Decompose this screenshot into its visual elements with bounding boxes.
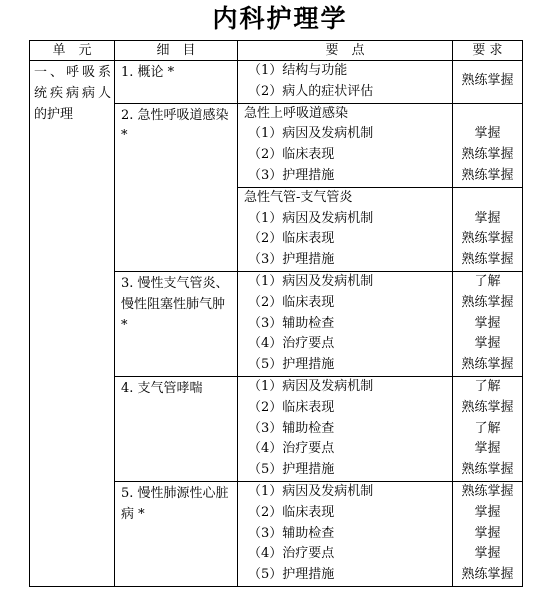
- points-cell: [238, 481, 453, 586]
- requirement-item: 熟练掌握: [461, 252, 514, 268]
- point-item: （4）治疗要点: [248, 441, 335, 457]
- table-row: [30, 61, 523, 104]
- requirement-item: 熟练掌握: [461, 147, 514, 163]
- topic-cell: 5. 慢性肺源性心脏病 *: [115, 481, 238, 586]
- point-item: （1）病因及发病机制: [248, 378, 374, 394]
- page-title: 内科护理学: [212, 4, 348, 33]
- requirement-cell: [453, 61, 523, 104]
- points-cell: [238, 271, 453, 376]
- requirement-item: 熟练掌握: [461, 73, 514, 89]
- point-item: （1）病因及发病机制: [248, 483, 374, 499]
- section-subtitle: 急性气管-支气管炎: [244, 189, 353, 205]
- requirement-cell: [453, 376, 523, 481]
- requirement-item: 掌握: [474, 441, 501, 457]
- requirement-item: 熟练掌握: [461, 294, 514, 310]
- point-item: （3）辅助检查: [248, 420, 335, 436]
- requirement-cell: [453, 271, 523, 376]
- unit-cell: 一、呼吸系统疾病病人的护理: [30, 61, 115, 587]
- section-subtitle: 急性上呼吸道感染: [244, 105, 349, 121]
- requirement-item: 掌握: [474, 546, 501, 562]
- requirement-spacer: [453, 104, 522, 125]
- requirement-cell: [453, 481, 523, 586]
- point-item: （5）护理措施: [248, 357, 335, 373]
- point-item: （2）临床表现: [248, 399, 335, 415]
- point-item: （1）结构与功能: [248, 63, 348, 78]
- header-detail: 细 目: [115, 41, 238, 61]
- requirement-item: 掌握: [474, 525, 501, 541]
- requirement-item: 掌握: [474, 126, 501, 142]
- header-unit: 单 元: [30, 41, 115, 61]
- point-item: （3）护理措施: [248, 252, 335, 268]
- header-points: 要 点: [238, 41, 453, 61]
- header-row: [30, 41, 523, 61]
- point-item: （1）病因及发病机制: [248, 273, 374, 289]
- topic-cell: 2. 急性呼吸道感染 *: [115, 103, 238, 271]
- point-item: （1）病因及发病机制: [248, 210, 374, 226]
- table-body: [30, 61, 523, 587]
- points-cell: [238, 376, 453, 481]
- requirement-item: 掌握: [474, 504, 501, 520]
- points-cell: [238, 61, 453, 104]
- point-item: （2）病人的症状评估: [248, 83, 374, 99]
- requirement-item: 掌握: [474, 315, 501, 331]
- requirement-cell: [453, 187, 523, 271]
- requirement-item: 掌握: [474, 210, 501, 226]
- requirement-item: 了解: [474, 378, 501, 394]
- point-item: （2）临床表现: [248, 504, 335, 520]
- header-requirement: 要 求: [453, 41, 523, 61]
- point-item: （2）临床表现: [248, 147, 335, 163]
- syllabus-table: [29, 40, 523, 587]
- point-item: （4）治疗要点: [248, 336, 335, 352]
- point-item: （5）护理措施: [248, 462, 335, 478]
- point-item: （1）病因及发病机制: [248, 126, 374, 142]
- requirement-item: 熟练掌握: [461, 231, 514, 247]
- point-item: （5）护理措施: [248, 567, 335, 583]
- topic-cell: 4. 支气管哮喘: [115, 376, 238, 481]
- requirement-item: 了解: [474, 420, 501, 436]
- requirement-item: 熟练掌握: [461, 462, 514, 478]
- point-item: （3）护理措施: [248, 167, 335, 183]
- topic-cell: 1. 概论 *: [115, 61, 238, 104]
- requirement-item: 熟练掌握: [461, 399, 514, 415]
- points-cell: [238, 187, 453, 271]
- requirement-item: 熟练掌握: [461, 167, 514, 183]
- point-item: （3）辅助检查: [248, 315, 335, 331]
- topic-cell: 3. 慢性支气管炎、慢性阻塞性肺气肿 *: [115, 271, 238, 376]
- point-item: （2）临床表现: [248, 294, 335, 310]
- requirement-item: 了解: [474, 273, 501, 289]
- point-item: （3）辅助检查: [248, 525, 335, 541]
- requirement-cell: [453, 103, 523, 187]
- requirement-item: 掌握: [474, 336, 501, 352]
- points-cell: [238, 103, 453, 187]
- point-item: （2）临床表现: [248, 231, 335, 247]
- requirement-item: 熟练掌握: [461, 483, 514, 499]
- requirement-item: 熟练掌握: [461, 567, 514, 583]
- requirement-item: 熟练掌握: [461, 357, 514, 373]
- requirement-spacer: [453, 188, 522, 209]
- point-item: （4）治疗要点: [248, 546, 335, 562]
